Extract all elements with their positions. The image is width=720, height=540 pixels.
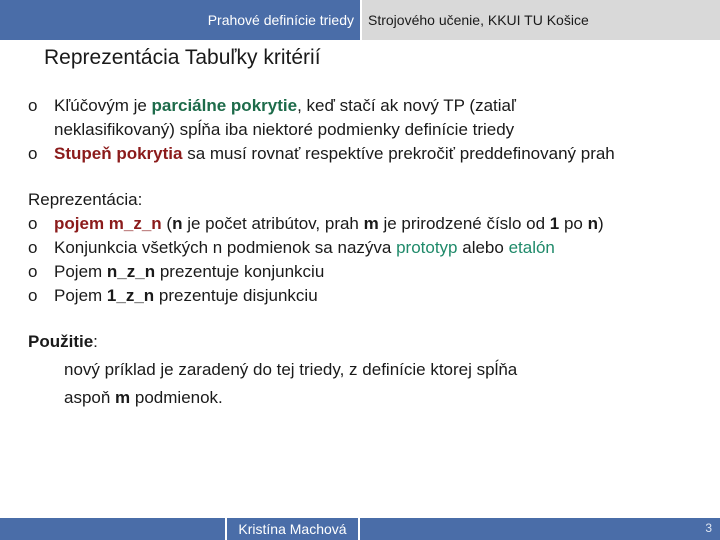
bullet-marker: o <box>28 144 38 163</box>
slide-header <box>0 0 720 40</box>
usage-heading-label: Použitie <box>28 332 94 351</box>
text-segment: Pojem <box>54 262 107 281</box>
text-segment: prezentuje disjunkciu <box>154 286 318 305</box>
text-segment: : <box>93 332 98 351</box>
text-segment: ( <box>161 214 173 233</box>
slide-footer <box>0 518 720 540</box>
concept-1zn: 1_z_n <box>106 286 155 305</box>
text-segment: je prirodzené číslo od <box>378 214 550 233</box>
bullet-concept-mzn <box>28 212 718 236</box>
footer-left-block <box>0 518 225 540</box>
highlight-etalon: etalón <box>508 238 555 257</box>
highlight-prototype: prototyp <box>396 238 458 257</box>
bullet-conjunction <box>28 236 718 260</box>
page-number: 3 <box>705 521 712 535</box>
slide-title: Reprezentácia Tabuľky kritérií <box>44 46 321 69</box>
text-segment: , keď stačí ak nový TP (zatiaľ <box>297 96 516 115</box>
text-segment: sa musí rovnať respektíve prekročiť preddefinovaný prah <box>182 144 615 163</box>
text-segment: po <box>559 214 588 233</box>
text-segment: je počet atribútov, prah <box>182 214 364 233</box>
text-segment: Pojem <box>54 286 107 305</box>
bullet-coverage-degree <box>28 142 718 166</box>
var-m: m <box>115 388 131 407</box>
var-n: n <box>172 214 183 233</box>
var-m: m <box>363 214 379 233</box>
usage-line-1: nový príklad je zaradený do tej triedy, z definície ktorej spĺňa <box>64 360 518 379</box>
bullet-marker: o <box>28 286 38 305</box>
header-right-block <box>362 0 720 40</box>
footer-right-block <box>360 518 720 540</box>
header-course-name: Strojového učenie, KKUI TU Košice <box>368 12 589 28</box>
highlight-coverage-degree: Stupeň pokrytia <box>54 144 183 163</box>
text-segment: prezentuje konjunkciu <box>155 262 325 281</box>
usage-line-2 <box>28 386 718 410</box>
text-segment: ) <box>598 214 604 233</box>
text-segment: Konjunkcia všetkých n podmienok sa nazýva <box>54 238 397 257</box>
header-left-block <box>0 0 362 40</box>
concept-nzn: n_z_n <box>106 262 156 281</box>
usage-heading <box>28 330 718 354</box>
bullet-partial-coverage <box>28 94 718 142</box>
text-segment: neklasifikovaný) spĺňa iba niektoré podmienky definície triedy <box>54 120 515 139</box>
text-segment: alebo <box>457 238 509 257</box>
bullet-1zn <box>28 284 718 308</box>
var-n: n <box>587 214 598 233</box>
representation-heading: Reprezentácia: <box>28 190 143 209</box>
num-one: 1 <box>549 214 560 233</box>
bullet-marker: o <box>28 214 38 233</box>
slide-content <box>28 94 718 410</box>
bullet-marker: o <box>28 238 38 257</box>
header-course-topic: Prahové definície triedy <box>207 12 354 28</box>
bullet-nzn <box>28 260 718 284</box>
text-segment: Kľúčovým je <box>54 96 152 115</box>
text-segment: podmienok. <box>130 388 223 407</box>
bullet-marker: o <box>28 96 38 115</box>
footer-author: Kristína Machová <box>225 518 360 540</box>
bullet-marker: o <box>28 262 38 281</box>
highlight-concept-mzn: pojem m_z_n <box>54 214 162 233</box>
highlight-partial-coverage: parciálne pokrytie <box>151 96 298 115</box>
text-segment: aspoň <box>64 388 116 407</box>
